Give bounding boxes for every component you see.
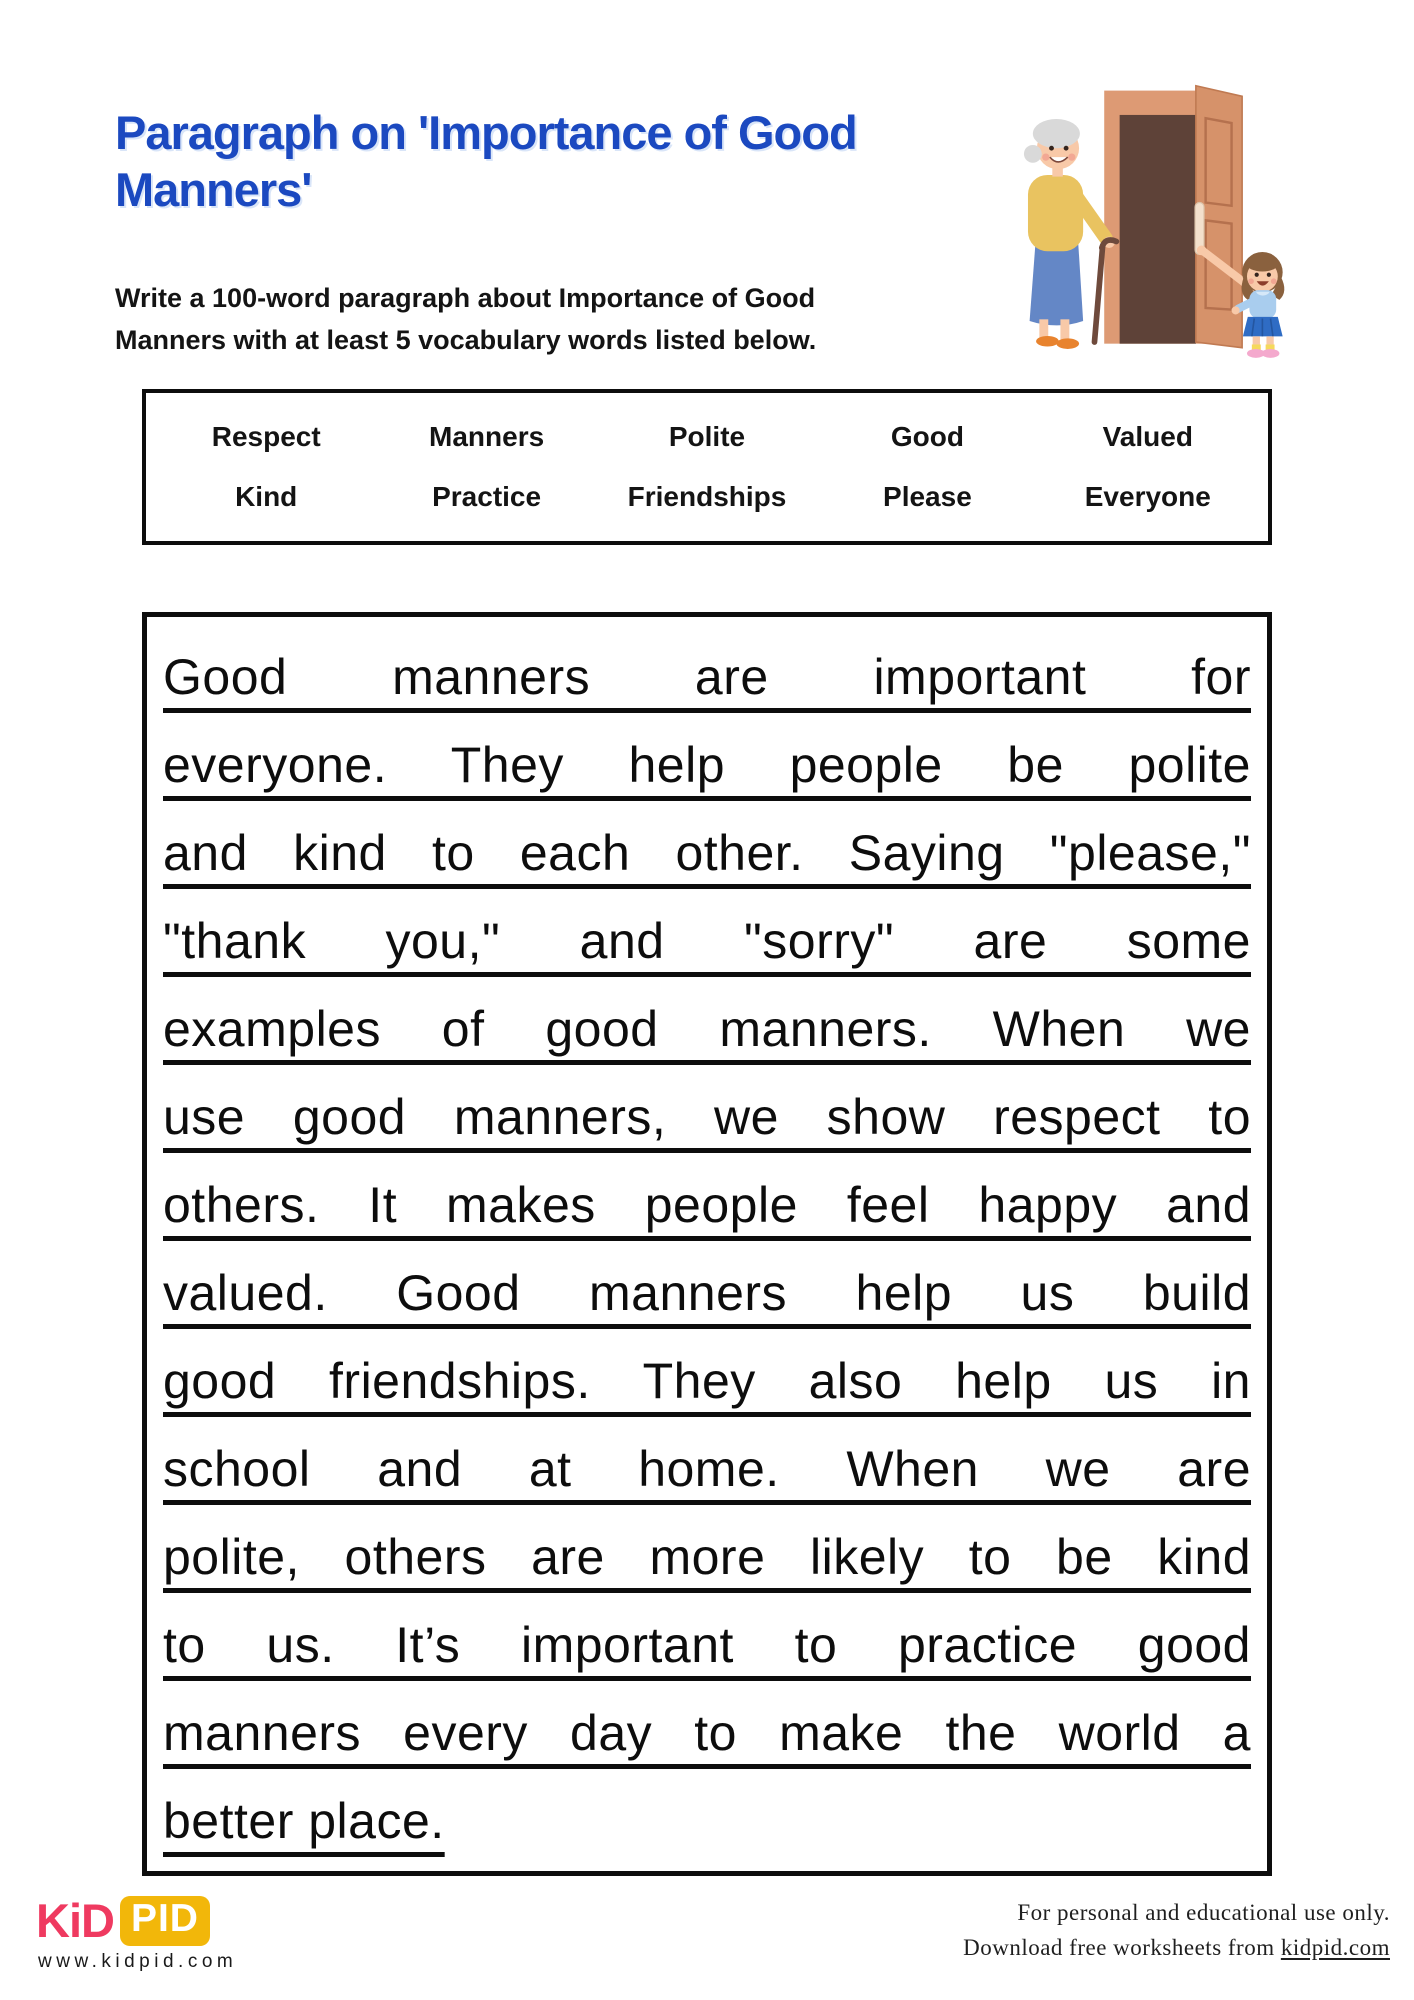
vocab-word: Kind <box>235 481 298 512</box>
download-note <box>963 1931 1390 1966</box>
footer-disclaimer <box>963 1896 1390 1965</box>
paragraph-line: good friendships. They also help us in <box>163 1353 1251 1409</box>
download-note-prefix: Download free worksheets from <box>963 1934 1281 1960</box>
paragraph-box <box>142 612 1272 1876</box>
logo-pid-badge: PID <box>120 1896 210 1946</box>
usage-note: For personal and educational use only. <box>1017 1900 1390 1925</box>
paragraph-line: use good manners, we show respect to <box>163 1089 1251 1145</box>
paragraph-line: everyone. They help people be polite <box>163 737 1251 793</box>
kidpid-logo <box>36 1893 210 1948</box>
vocab-word: Polite <box>668 421 746 452</box>
door-icon <box>1104 86 1242 348</box>
instructions <box>115 278 816 362</box>
paragraph-line: examples of good manners. When we <box>163 1001 1251 1057</box>
vocab-word: Respect <box>211 421 321 452</box>
page-title-line1: Paragraph on 'Importance of Good <box>115 106 857 159</box>
paragraph-line: Good manners are important for <box>163 649 1251 705</box>
vocab-word: Everyone <box>1084 481 1211 512</box>
kidpid-link[interactable]: kidpid.com <box>1280 1934 1390 1960</box>
page-title <box>115 104 857 219</box>
vocab-word: Practice <box>432 481 542 512</box>
instructions-line1: Write a 100-word paragraph about Importance of Good <box>115 283 816 313</box>
grandma-figure <box>1024 119 1116 349</box>
paragraph-line: school and at home. When we are <box>163 1441 1251 1497</box>
vocabulary-box <box>142 389 1272 545</box>
paragraph-line: valued. Good manners help us build <box>163 1265 1251 1321</box>
website-url: www.kidpid.com <box>38 1951 238 1972</box>
vocab-word: Please <box>883 481 972 512</box>
paragraph-line: others. It makes people feel happy and <box>163 1177 1251 1233</box>
instructions-line2: Manners with at least 5 vocabulary words listed below. <box>115 324 817 355</box>
paragraph-line: and kind to each other. Saying "please," <box>163 825 1251 881</box>
paragraph-line: better place. <box>163 1793 445 1849</box>
paragraph-line: manners every day to make the world a <box>163 1705 1251 1761</box>
vocab-word: Good <box>890 421 964 452</box>
paragraph-line: "thank you," and "sorry" are some <box>163 913 1251 969</box>
paragraph-line: polite, others are more likely to be kind <box>163 1529 1251 1585</box>
vocab-word: Friendships <box>627 481 787 512</box>
vocab-word: Manners <box>429 421 545 452</box>
logo-kid-text: KiD <box>36 1894 114 1947</box>
paragraph-line: to us. It’s important to practice good <box>163 1617 1251 1673</box>
grandma-door-illustration <box>1015 78 1307 366</box>
vocab-word: Valued <box>1102 421 1193 452</box>
page-title-line2: Manners' <box>115 163 312 217</box>
